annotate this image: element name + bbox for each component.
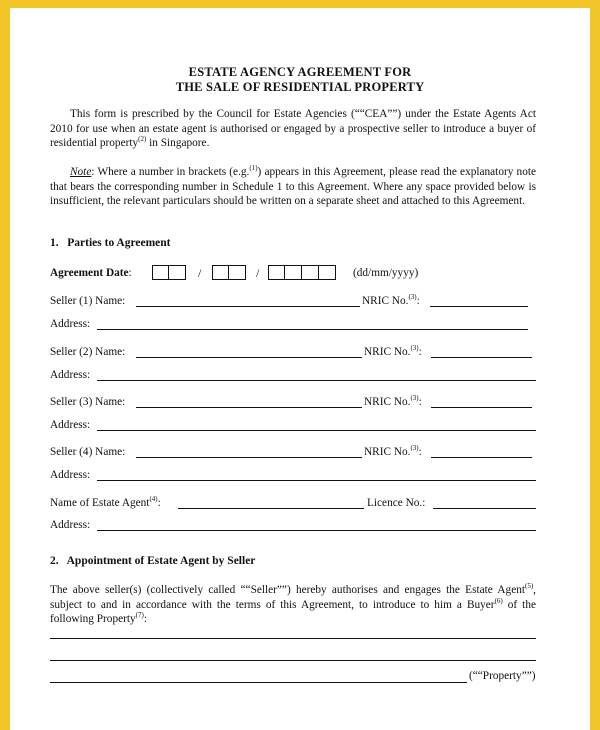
section1-heading: 1. Parties to Agreement bbox=[50, 237, 171, 249]
seller2-address-field[interactable] bbox=[97, 380, 536, 381]
seller2-nric-field[interactable] bbox=[431, 357, 532, 358]
date-year-digit-2[interactable] bbox=[285, 265, 302, 280]
licence-no-label: Licence No.: bbox=[367, 497, 426, 509]
date-day-digit-2[interactable] bbox=[169, 265, 186, 280]
seller2-name-field[interactable] bbox=[136, 357, 362, 358]
seller2-name-label: Seller (2) Name: bbox=[50, 346, 126, 358]
seller4-nric-field[interactable] bbox=[431, 457, 532, 458]
date-separator-1: / bbox=[198, 266, 202, 280]
seller1-name-label: Seller (1) Name: bbox=[50, 295, 126, 307]
date-month-digit-2[interactable] bbox=[229, 265, 246, 280]
seller4-address-field[interactable] bbox=[97, 480, 536, 481]
seller3-name-label: Seller (3) Name: bbox=[50, 396, 126, 408]
property-line-2[interactable] bbox=[50, 660, 536, 661]
seller1-address-field[interactable] bbox=[97, 329, 528, 330]
seller1-nric-field[interactable] bbox=[430, 306, 528, 307]
seller3-nric-field[interactable] bbox=[431, 407, 532, 408]
seller2-nric-label: NRIC No.$^{(3)}$: bbox=[364, 344, 422, 358]
agreement-date-label: Agreement Date: bbox=[50, 267, 132, 279]
property-line-1[interactable] bbox=[50, 638, 536, 639]
date-year-digit-4[interactable] bbox=[319, 265, 336, 280]
section2-heading: 2. Appointment of Estate Agent by Seller bbox=[50, 555, 256, 567]
intro-paragraph: This form is prescribed by the Council for Estate Agencies (““CEA””) under the Estate Agents Act 2010 for use when an estate agent is authorised or engaged by a prospective seller to introduce a buyer of residential property$^{(2)}$ in Singapore. bbox=[50, 108, 536, 149]
estate-agent-address-field[interactable] bbox=[97, 530, 536, 531]
seller4-name-label: Seller (4) Name: bbox=[50, 446, 126, 458]
seller1-name-field[interactable] bbox=[136, 306, 360, 307]
date-day-boxes[interactable] bbox=[152, 265, 202, 280]
licence-no-field[interactable] bbox=[433, 508, 536, 509]
property-line-3[interactable] bbox=[50, 682, 467, 683]
estate-agent-name-label: Name of Estate Agent$^{(4)}$: bbox=[50, 495, 161, 509]
property-label: (““Property””) bbox=[469, 670, 536, 682]
date-format-hint: (dd/mm/yyyy) bbox=[353, 267, 419, 279]
date-month-digit-1[interactable] bbox=[212, 265, 229, 280]
date-month-boxes[interactable] bbox=[212, 265, 252, 280]
document-title-line1: ESTATE AGENCY AGREEMENT FOR bbox=[188, 65, 412, 79]
seller3-nric-label: NRIC No.$^{(3)}$: bbox=[364, 394, 422, 408]
date-year-boxes[interactable] bbox=[268, 265, 348, 280]
seller1-address-label: Address: bbox=[50, 318, 91, 330]
note-label: Note bbox=[70, 166, 92, 178]
date-day-digit-1[interactable] bbox=[152, 265, 169, 280]
seller4-name-field[interactable] bbox=[136, 457, 362, 458]
seller4-address-label: Address: bbox=[50, 469, 91, 481]
date-separator-2: / bbox=[256, 266, 260, 280]
estate-agent-address-label: Address: bbox=[50, 519, 91, 531]
seller3-address-field[interactable] bbox=[97, 430, 536, 431]
seller2-address-label: Address: bbox=[50, 369, 91, 381]
seller3-name-field[interactable] bbox=[136, 407, 362, 408]
seller4-nric-label: NRIC No.$^{(3)}$: bbox=[364, 444, 422, 458]
seller1-nric-label: NRIC No.$^{(3)}$: bbox=[362, 293, 420, 307]
date-year-digit-3[interactable] bbox=[302, 265, 319, 280]
appointment-paragraph: The above seller(s) (collectively called ““Seller””) hereby authorises and engages the Estate Agent$^{(5)}$, subject to and in accordance with the terms of this Agreement, to introduce to him a Buyer$^{(6)}$ of the following Property$^{(7)}$: bbox=[50, 582, 536, 625]
date-year-digit-1[interactable] bbox=[268, 265, 285, 280]
document-title-line2: THE SALE OF RESIDENTIAL PROPERTY bbox=[175, 80, 425, 94]
seller3-address-label: Address: bbox=[50, 419, 91, 431]
estate-agent-name-field[interactable] bbox=[178, 508, 364, 509]
document-page bbox=[10, 8, 590, 730]
note-paragraph: Note: Where a number in brackets (e.g.$^{(1)}$) appears in this Agreement, please read the explanatory note that bears the corresponding number in Schedule 1 to this Agreement. Where any space provided below is insufficient, the relevant particulars should be written on a separate sheet and attached to this Agreement. bbox=[50, 164, 536, 207]
